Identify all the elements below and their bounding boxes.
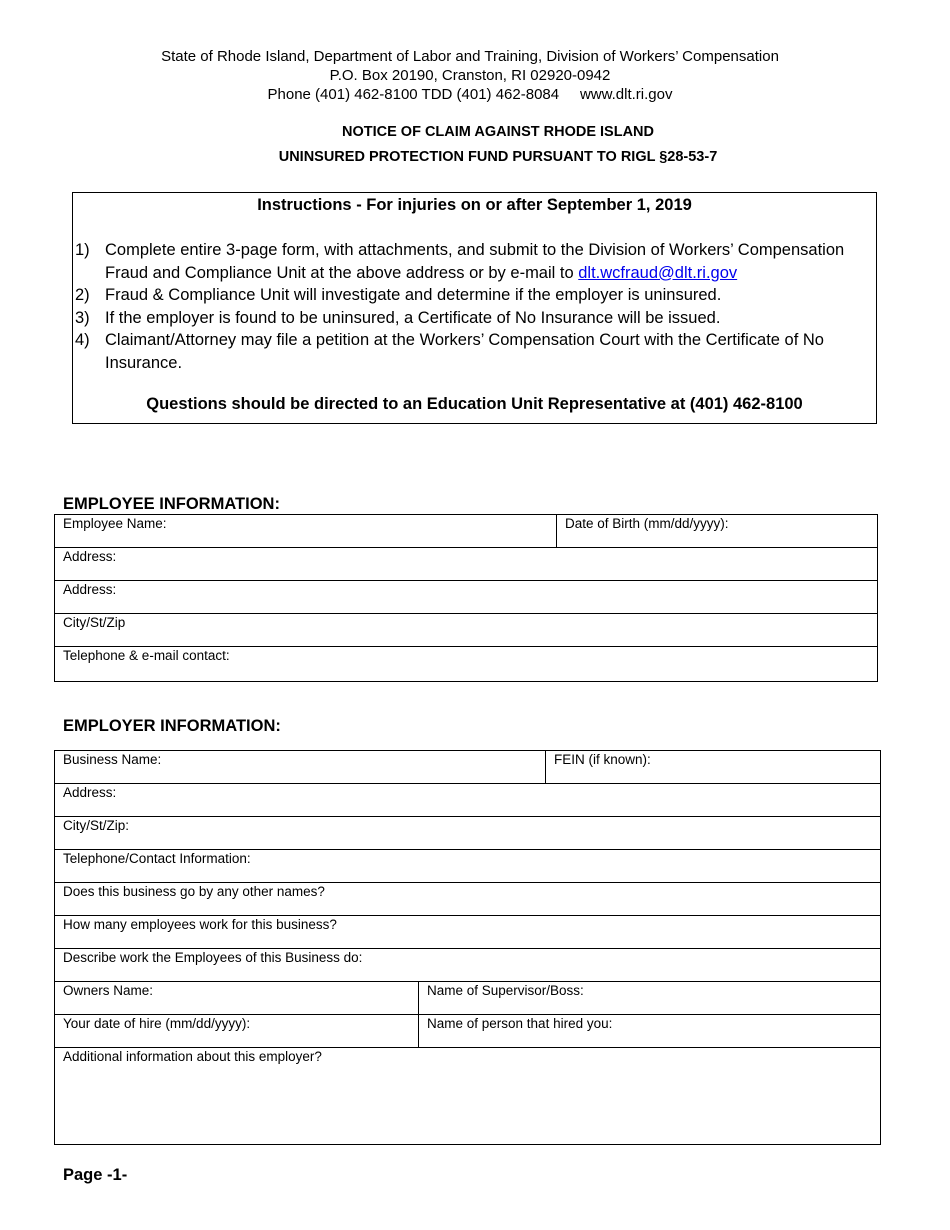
additional-info-field[interactable]: Additional information about this employer? — [54, 1047, 881, 1145]
supervisor-field[interactable]: Name of Supervisor/Boss: — [418, 981, 881, 1015]
fein-field[interactable]: FEIN (if known): — [545, 750, 881, 784]
employer-section-heading: EMPLOYER INFORMATION: — [63, 717, 281, 735]
hire-date-field[interactable]: Your date of hire (mm/dd/yyyy): — [54, 1014, 419, 1048]
business-name-field[interactable]: Business Name: — [54, 750, 546, 784]
employee-contact-field[interactable]: Telephone & e-mail contact: — [54, 646, 878, 682]
instructions-footer: Questions should be directed to an Education Unit Representative at (401) 462-8100 — [146, 395, 803, 413]
owners-name-field[interactable]: Owners Name: — [54, 981, 419, 1015]
employee-address2-field[interactable]: Address: — [54, 580, 878, 614]
employee-address1-field[interactable]: Address: — [54, 547, 878, 581]
instruction-item: 1) Complete entire 3-page form, with attachments, and submit to the Division of Workers’ Compensation Fraud and Compliance Unit at the above address or by e-mail to dlt.wcfraud@dlt.ri.gov — [75, 241, 845, 282]
work-description-field[interactable]: Describe work the Employees of this Business do: — [54, 948, 881, 982]
other-names-field[interactable]: Does this business go by any other names? — [54, 882, 881, 916]
email-link[interactable]: dlt.wcfraud@dlt.ri.gov — [578, 263, 738, 282]
instruction-item: 3) If the employer is found to be uninsured, a Certificate of No Insurance will be issued. — [75, 308, 721, 327]
agency-contact: Phone (401) 462-8100 TDD (401) 462-8084 www.dlt.ri.gov — [267, 86, 673, 103]
instructions-list — [75, 239, 875, 374]
hired-by-field[interactable]: Name of person that hired you: — [418, 1014, 881, 1048]
instruction-item: 2) Fraud & Compliance Unit will investigate and determine if the employer is uninsured. — [75, 286, 722, 304]
employee-count-field[interactable]: How many employees work for this business? — [54, 915, 881, 949]
employer-contact-field[interactable]: Telephone/Contact Information: — [54, 849, 881, 883]
employee-dob-field[interactable]: Date of Birth (mm/dd/yyyy): — [556, 514, 878, 548]
form-title-line2: UNINSURED PROTECTION FUND PURSUANT TO RIGL §28-53-7 — [278, 149, 718, 165]
agency-line: State of Rhode Island, Department of Labor and Training, Division of Workers’ Compensation — [161, 48, 779, 65]
instructions-box — [72, 192, 877, 424]
agency-address: P.O. Box 20190, Cranston, RI 02920-0942 — [329, 67, 611, 84]
employee-city-field[interactable]: City/St/Zip — [54, 613, 878, 647]
employee-section-heading: EMPLOYEE INFORMATION: — [63, 495, 280, 513]
page-number: Page -1- — [63, 1166, 128, 1184]
instructions-heading: Instructions - For injuries on or after September 1, 2019 — [257, 196, 692, 214]
employee-name-field[interactable]: Employee Name: — [54, 514, 557, 548]
form-title-line1: NOTICE OF CLAIM AGAINST RHODE ISLAND — [341, 124, 654, 140]
employer-city-field[interactable]: City/St/Zip: — [54, 816, 881, 850]
instruction-item: 4) Claimant/Attorney may file a petition at the Workers’ Compensation Court with the Certificate of No Insurance. — [75, 331, 824, 372]
employer-address-field[interactable]: Address: — [54, 783, 881, 817]
